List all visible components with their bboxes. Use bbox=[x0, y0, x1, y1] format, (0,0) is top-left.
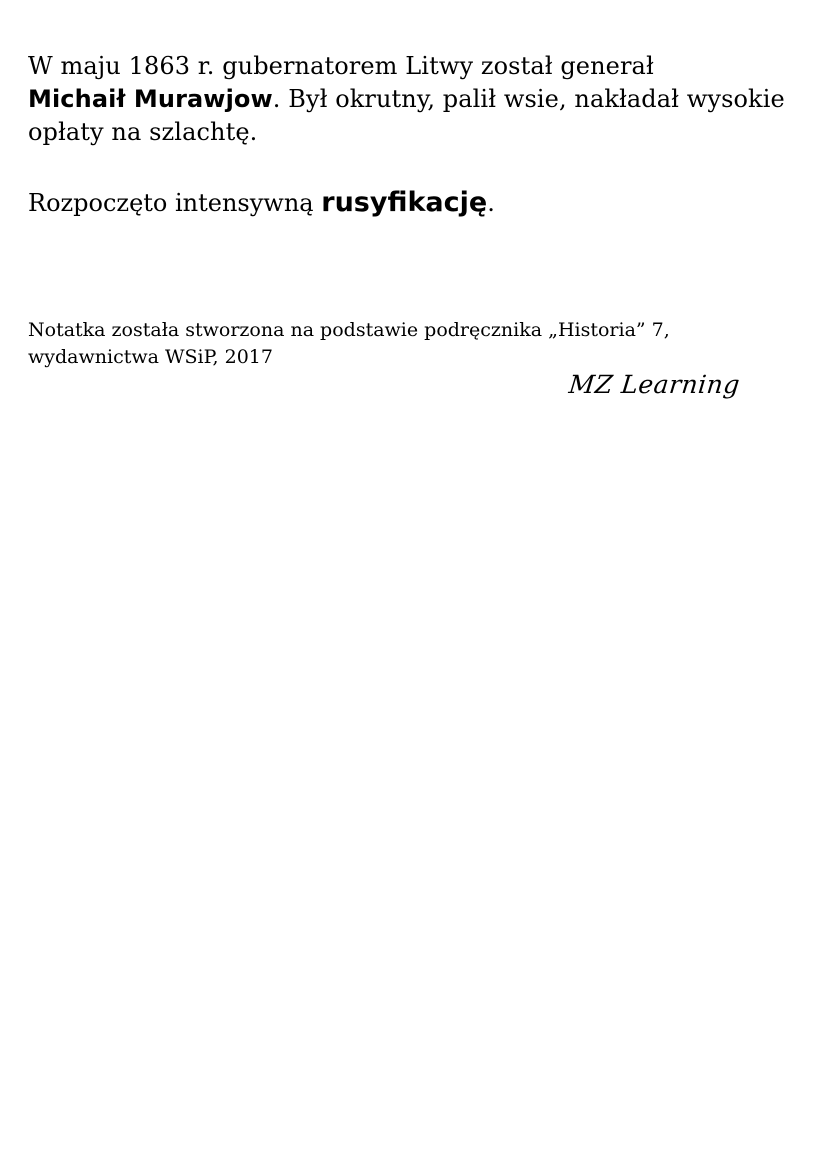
paragraph-rusyfikacja-intro: Rozpoczęto intensywną bbox=[28, 189, 322, 217]
paragraph-rusyfikacja bbox=[28, 185, 808, 221]
paragraph-murawjow-rest: . Był okrutny, palił wsie, nakładał wysokie opłaty na szlachtę. bbox=[28, 85, 785, 146]
paragraph-murawjow-intro: W maju 1863 r. gubernatorem Litwy został generał bbox=[28, 52, 654, 80]
source-note-line1: Notatka została stworzona na podstawie podręcznika „Historia” 7, bbox=[28, 319, 670, 341]
murawjow-name: Michaił Murawjow bbox=[28, 85, 273, 113]
rusyfikacja-emphasis: rusyfikację bbox=[321, 187, 488, 218]
source-note-line2: wydawnictwa WSiP, 2017 bbox=[28, 346, 273, 368]
source-note bbox=[28, 317, 808, 371]
paragraph-rusyfikacja-end: . bbox=[487, 189, 495, 217]
mz-learning-signature: MZ Learning bbox=[567, 370, 742, 399]
paragraph-murawjow bbox=[28, 50, 808, 149]
